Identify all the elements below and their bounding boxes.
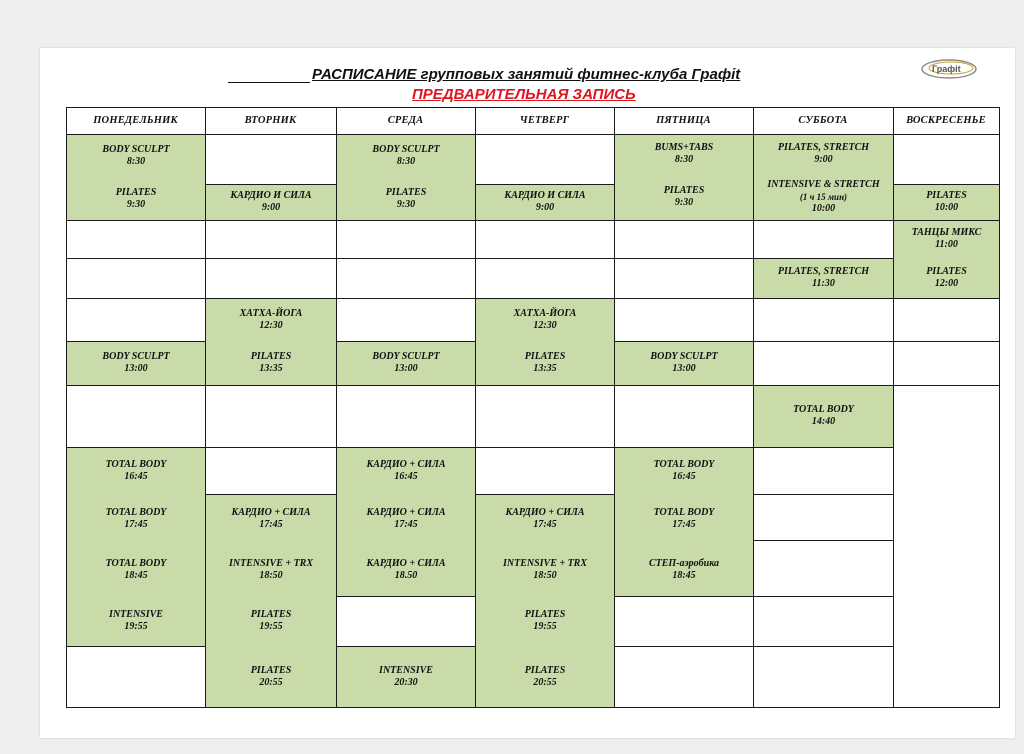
grid-line	[336, 385, 475, 386]
class-slot[interactable]	[206, 184, 336, 220]
grid-line	[66, 107, 1000, 108]
grid-line	[893, 184, 999, 185]
grid-line	[205, 107, 206, 708]
class-time: 20:30	[394, 676, 418, 688]
class-time: 9:30	[674, 196, 694, 208]
svg-text:Графit: Графit	[932, 64, 961, 74]
class-slot[interactable]	[476, 341, 614, 385]
class-slot[interactable]	[67, 341, 205, 385]
class-time: 9:30	[126, 198, 146, 210]
class-slot[interactable]	[754, 173, 893, 220]
class-name: TOTAL BODY	[793, 404, 854, 415]
class-time: 12:00	[934, 278, 959, 289]
class-time: 16:45	[394, 470, 418, 482]
grid-line	[66, 107, 67, 708]
class-name: TOTAL BODY	[105, 458, 167, 470]
class-slot[interactable]	[754, 385, 893, 447]
class-time: 19:55	[259, 621, 283, 632]
class-slot[interactable]	[337, 447, 475, 494]
class-slot[interactable]	[67, 596, 205, 646]
pre-registration-notice: ПРЕДВАРИТЕЛЬНАЯ ЗАПИСЬ	[412, 86, 636, 103]
grid-line	[475, 494, 614, 495]
class-name: INTENSIVE	[379, 664, 433, 676]
class-time: 20:55	[259, 676, 283, 688]
day-header-wednesday: СРЕДА	[387, 114, 424, 126]
class-slot[interactable]	[67, 447, 205, 494]
class-name: BODY SCULPT	[650, 351, 718, 362]
grid-line	[614, 385, 753, 386]
class-time: 9:30	[396, 198, 416, 210]
class-name: СТЕП-аэробика	[648, 557, 720, 569]
grid-line	[614, 107, 615, 708]
grid-line	[753, 447, 893, 448]
class-time: 10:00	[934, 202, 959, 213]
class-name: КАРДИО + СИЛА	[366, 506, 446, 518]
day-header-tuesday: ВТОРНИК	[244, 114, 297, 126]
class-name: TOTAL BODY	[105, 506, 167, 518]
day-header-friday: ПЯТНИЦА	[656, 114, 711, 126]
grid-line	[614, 341, 753, 342]
class-time: 13:00	[394, 363, 418, 374]
class-time: 16:45	[672, 470, 696, 482]
class-slot[interactable]	[206, 298, 336, 341]
grid-line	[336, 258, 475, 259]
grid-line	[205, 447, 336, 448]
class-slot[interactable]	[67, 177, 205, 220]
class-name: INTENSIVE + TRX	[228, 557, 314, 569]
class-time: 13:00	[672, 363, 696, 374]
class-time: 8:30	[396, 155, 416, 167]
grid-line	[753, 258, 893, 259]
class-time: 13:00	[124, 363, 148, 374]
grid-line	[66, 341, 205, 342]
class-name: КАРДИО И СИЛА	[230, 190, 312, 201]
class-name: PILATES, STRETCH	[777, 266, 870, 277]
class-slot[interactable]	[337, 341, 475, 385]
class-slot[interactable]	[476, 298, 614, 341]
grid-line	[614, 220, 753, 221]
class-slot[interactable]	[337, 177, 475, 220]
class-slot[interactable]	[615, 341, 753, 385]
grid-line	[753, 646, 893, 647]
class-slot[interactable]	[337, 646, 475, 707]
class-slot[interactable]	[476, 543, 614, 596]
class-time: 17:45	[672, 518, 696, 530]
class-slot[interactable]	[206, 646, 336, 707]
grid-line	[205, 220, 336, 221]
class-name: INTENSIVE & STRETCH	[767, 178, 880, 190]
class-time: 17:45	[124, 518, 148, 530]
class-slot[interactable]	[615, 134, 753, 173]
class-slot[interactable]	[67, 543, 205, 596]
grid-line	[66, 220, 205, 221]
grid-line	[336, 220, 475, 221]
grid-line	[475, 447, 614, 448]
class-name: PILATES, STRETCH	[777, 141, 870, 153]
grid-line	[614, 596, 753, 597]
grid-line	[336, 298, 475, 299]
class-time: 8:30	[674, 153, 694, 165]
class-name: PILATES	[926, 190, 967, 201]
class-slot[interactable]	[206, 596, 336, 646]
class-time: 17:45	[533, 518, 557, 530]
class-name: TOTAL BODY	[653, 458, 715, 470]
grid-line	[753, 298, 893, 299]
class-time: 11:30	[812, 278, 835, 289]
class-name: PILATES	[250, 609, 292, 620]
grid-line	[336, 447, 475, 448]
class-time: 18:50	[533, 569, 557, 581]
class-slot[interactable]	[476, 596, 614, 646]
class-slot[interactable]	[476, 494, 614, 543]
grid-line	[893, 220, 999, 221]
grid-line	[475, 258, 614, 259]
class-time: 18:45	[672, 569, 696, 581]
grid-line	[753, 494, 893, 495]
grid-line	[893, 298, 999, 299]
class-name: КАРДИО И СИЛА	[504, 190, 586, 201]
class-slot[interactable]	[615, 494, 753, 543]
class-time: 18.50	[394, 569, 418, 581]
class-name: BUMS+TABS	[654, 141, 714, 153]
grid-line	[205, 184, 336, 185]
class-name: BODY SCULPT	[372, 351, 440, 362]
day-header-thursday: ЧЕТВЕРГ	[519, 114, 570, 126]
grid-line	[753, 107, 754, 708]
class-name: PILATES	[385, 186, 427, 198]
grid-line	[66, 447, 205, 448]
class-time: 11:00	[935, 239, 958, 250]
grid-line	[205, 385, 336, 386]
class-time: 14:40	[811, 416, 836, 427]
class-name: PILATES	[115, 186, 157, 198]
grid-line	[475, 298, 614, 299]
class-time: 16:45	[124, 470, 148, 482]
class-time: 12:30	[533, 319, 557, 331]
class-name: BODY SCULPT	[102, 143, 170, 155]
class-name: BODY SCULPT	[102, 351, 170, 362]
grid-line	[66, 646, 205, 647]
grid-line	[753, 385, 893, 386]
class-slot[interactable]	[206, 494, 336, 543]
grid-line	[66, 134, 1000, 135]
class-time: 17:45	[259, 518, 283, 530]
class-name: КАРДИО + СИЛА	[366, 557, 446, 569]
class-slot[interactable]	[615, 447, 753, 494]
day-header-monday: ПОНЕДЕЛЬНИК	[93, 114, 178, 126]
class-time: 13:35	[533, 363, 557, 374]
grid-line	[753, 341, 893, 342]
class-name: TOTAL BODY	[653, 506, 715, 518]
class-slot[interactable]	[337, 543, 475, 596]
class-slot[interactable]	[206, 341, 336, 385]
day-header-sunday: ВОСКРЕСЕНЬЕ	[906, 114, 986, 126]
class-name: INTENSIVE + TRX	[502, 557, 588, 569]
class-time: 19:55	[124, 621, 148, 632]
class-slot[interactable]	[67, 494, 205, 543]
class-name: PILATES	[524, 664, 566, 676]
class-name: PILATES	[250, 351, 292, 362]
class-time: 12:30	[259, 319, 283, 331]
grid-line	[66, 258, 205, 259]
grid-line	[893, 107, 894, 708]
grid-line	[614, 646, 753, 647]
class-time: 13:35	[259, 363, 283, 374]
class-slot[interactable]	[476, 184, 614, 220]
class-time: 19:55	[533, 621, 557, 632]
class-slot[interactable]	[337, 134, 475, 177]
class-slot[interactable]	[476, 646, 614, 707]
grid-line	[753, 220, 893, 221]
class-slot[interactable]	[894, 220, 999, 258]
grid-line	[753, 540, 893, 541]
grid-line	[336, 646, 475, 647]
grid-line	[475, 107, 476, 708]
grid-line	[336, 107, 337, 708]
class-name: PILATES	[524, 609, 566, 620]
grid-line	[999, 107, 1000, 708]
class-time: 9:00	[261, 202, 281, 213]
grid-line	[753, 596, 893, 597]
class-slot[interactable]	[337, 494, 475, 543]
grid-line	[614, 298, 753, 299]
grid-line	[475, 184, 614, 185]
grid-line	[475, 385, 614, 386]
class-name: TOTAL BODY	[105, 557, 167, 569]
grid-line	[614, 447, 753, 448]
grid-line	[336, 341, 475, 342]
class-name: PILATES	[250, 664, 292, 676]
class-slot[interactable]	[754, 258, 893, 298]
grid-line	[205, 258, 336, 259]
class-slot[interactable]	[615, 173, 753, 220]
grid-line	[475, 220, 614, 221]
grid-line	[614, 258, 753, 259]
class-name: КАРДИО + СИЛА	[231, 506, 311, 518]
class-slot[interactable]	[754, 134, 893, 173]
class-name: КАРДИО + СИЛА	[505, 506, 585, 518]
class-name: КАРДИО + СИЛА	[366, 458, 446, 470]
grid-line	[205, 298, 336, 299]
class-name: BODY SCULPT	[372, 143, 440, 155]
class-slot[interactable]	[206, 543, 336, 596]
class-time: 10:00	[811, 202, 836, 214]
class-name: PILATES	[926, 266, 967, 277]
grid-line	[205, 494, 336, 495]
class-time: 20:55	[533, 676, 557, 688]
class-slot[interactable]	[67, 134, 205, 177]
schedule-title: РАСПИСАНИЕ групповых занятий фитнес-клуба Графit	[228, 66, 828, 83]
class-time: 8:30	[126, 155, 146, 167]
class-name: INTENSIVE	[109, 609, 163, 620]
class-slot[interactable]	[894, 184, 999, 220]
class-name: PILATES	[524, 351, 566, 362]
class-name: PILATES	[663, 184, 705, 196]
day-header-saturday: СУББОТА	[798, 114, 848, 126]
grid-line	[66, 298, 205, 299]
class-time: 9:00	[814, 153, 833, 165]
class-name: ХАТХА-ЙОГА	[513, 307, 577, 319]
grid-line	[66, 385, 205, 386]
class-name: ХАТХА-ЙОГА	[239, 307, 303, 319]
class-slot[interactable]	[615, 543, 753, 596]
grid-line	[336, 596, 475, 597]
class-time: 17:45	[394, 518, 418, 530]
class-name: ТАНЦЫ МИКС	[911, 227, 982, 238]
class-duration: (1 ч 15 мин)	[799, 191, 848, 202]
class-time: 18:45	[124, 569, 148, 581]
grid-line	[893, 385, 999, 386]
class-time: 18:50	[259, 569, 283, 581]
class-slot[interactable]	[894, 258, 999, 298]
grid-line	[893, 341, 999, 342]
class-time: 9:00	[535, 202, 555, 213]
grid-line	[66, 707, 1000, 708]
